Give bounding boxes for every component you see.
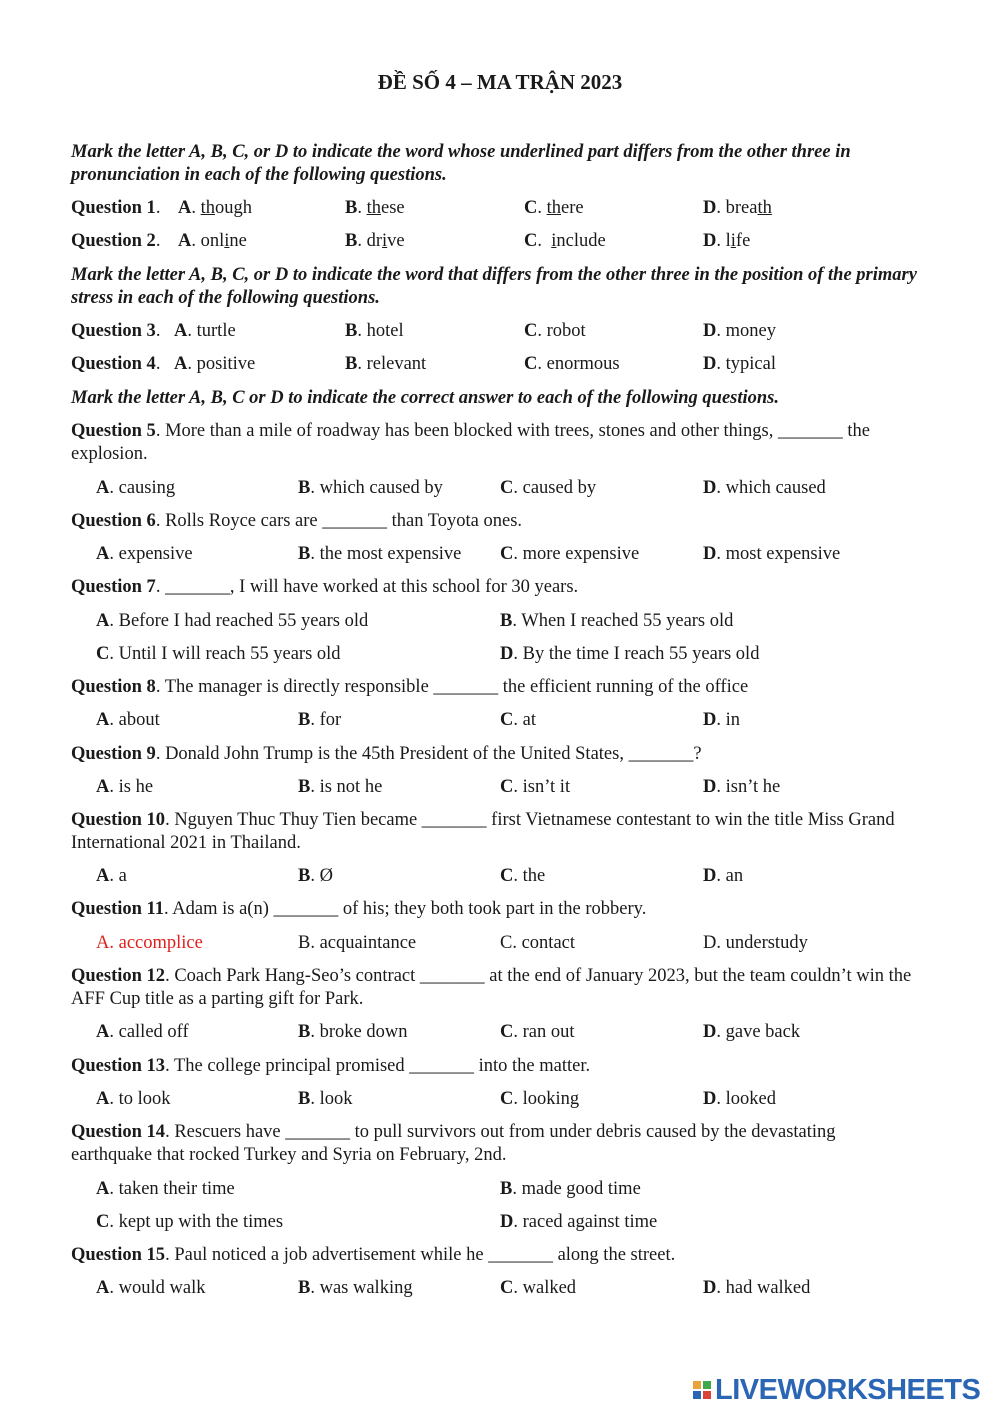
q12-option-b[interactable]: B. broke down <box>298 1022 408 1042</box>
q7-option-d[interactable]: D. By the time I reach 55 years old <box>500 644 760 664</box>
q14-option-d[interactable]: D. raced against time <box>500 1212 658 1232</box>
q1-option-b[interactable]: B. these <box>345 198 405 218</box>
q9-option-a[interactable]: A. is he <box>96 777 154 797</box>
instruction-stress: Mark the letter A, B, C, or D to indicate the word that differs from the other three in the position of the primary stress in each of the following questions. <box>71 265 917 308</box>
instruction-correct-answer: Mark the letter A, B, C or D to indicate the correct answer to each of the following questions. <box>71 388 779 408</box>
question-4: Question 4. <box>71 354 161 374</box>
q5-option-c[interactable]: C. caused by <box>500 478 597 498</box>
q10-option-a[interactable]: A. a <box>96 866 127 886</box>
q6-option-a[interactable]: A. expensive <box>96 544 193 564</box>
q11-option-d[interactable]: D. understudy <box>703 933 808 953</box>
q8-option-b[interactable]: B. for <box>298 710 342 730</box>
q3-option-d[interactable]: D. money <box>703 321 776 341</box>
q8-option-d[interactable]: D. in <box>703 710 741 730</box>
q5-option-b[interactable]: B. which caused by <box>298 478 443 498</box>
q9-option-b[interactable]: B. is not he <box>298 777 383 797</box>
q13-option-b[interactable]: B. look <box>298 1089 353 1109</box>
q7-option-a[interactable]: A. Before I had reached 55 years old <box>96 611 369 631</box>
q12-option-a[interactable]: A. called off <box>96 1022 189 1042</box>
q12-option-d[interactable]: D. gave back <box>703 1022 801 1042</box>
q4-option-c[interactable]: C. enormous <box>524 354 620 374</box>
q14-option-c[interactable]: C. kept up with the times <box>96 1212 284 1232</box>
question-label: Question 3 <box>71 321 156 341</box>
q13-option-c[interactable]: C. looking <box>500 1089 580 1109</box>
q11-option-b[interactable]: B. acquaintance <box>298 933 417 953</box>
question-11: Question 11. Adam is a(n) _______ of his; they both took part in the robbery. <box>71 899 647 919</box>
q7-option-c[interactable]: C. Until I will reach 55 years old <box>96 644 341 664</box>
question-label: Question 4 <box>71 354 156 374</box>
q10-option-c[interactable]: C. the <box>500 866 546 886</box>
q2-option-b[interactable]: B. drive <box>345 231 405 251</box>
q14-option-b[interactable]: B. made good time <box>500 1179 641 1199</box>
q9-option-d[interactable]: D. isn’t he <box>703 777 781 797</box>
q2-option-a[interactable]: A. online <box>178 231 247 251</box>
liveworksheets-logo-text: LIVEWORKSHEETS <box>715 1373 981 1406</box>
q11-option-a-correct[interactable]: A. accomplice <box>96 933 203 953</box>
q6-option-d[interactable]: D. most expensive <box>703 544 841 564</box>
q10-option-d[interactable]: D. an <box>703 866 744 886</box>
q9-option-c[interactable]: C. isn’t it <box>500 777 571 797</box>
question-13: Question 13. The college principal promised _______ into the matter. <box>71 1056 591 1076</box>
q5-option-a[interactable]: A. causing <box>96 478 176 498</box>
q4-option-b[interactable]: B. relevant <box>345 354 427 374</box>
q8-option-a[interactable]: A. about <box>96 710 160 730</box>
question-5: Question 5. More than a mile of roadway has been blocked with trees, stones and other things, _______ the explosion. <box>71 421 870 464</box>
q1-option-a[interactable]: A. though <box>178 198 253 218</box>
instruction-pronunciation: Mark the letter A, B, C, or D to indicate the word whose underlined part differs from the other three in pronunciation in each of the following questions. <box>71 142 851 185</box>
question-10: Question 10. Nguyen Thuc Thuy Tien became _______ first Vietnamese contestant to win the title Miss Grand International 2021 in Thailand. <box>71 810 895 853</box>
question-2: Question 2. <box>71 231 161 251</box>
q11-option-c[interactable]: C. contact <box>500 933 576 953</box>
q14-option-a[interactable]: A. taken their time <box>96 1179 235 1199</box>
q12-option-c[interactable]: C. ran out <box>500 1022 575 1042</box>
q7-option-b[interactable]: B. When I reached 55 years old <box>500 611 734 631</box>
question-14: Question 14. Rescuers have _______ to pull survivors out from under debris caused by the devastating earthquake that rocked Turkey and Syria on February, 2nd. <box>71 1122 836 1165</box>
q3-option-a[interactable]: A. turtle <box>174 321 236 341</box>
q6-option-c[interactable]: C. more expensive <box>500 544 640 564</box>
q15-option-d[interactable]: D. had walked <box>703 1278 811 1298</box>
question-15: Question 15. Paul noticed a job advertisement while he _______ along the street. <box>71 1245 676 1265</box>
q10-option-b[interactable]: B. Ø <box>298 866 333 886</box>
q4-option-a[interactable]: A. positive <box>174 354 256 374</box>
question-7: Question 7. _______, I will have worked at this school for 30 years. <box>71 577 579 597</box>
question-1: Question 1. <box>71 198 161 218</box>
question-6: Question 6. Rolls Royce cars are _______ than Toyota ones. <box>71 511 523 531</box>
q13-option-d[interactable]: D. looked <box>703 1089 776 1109</box>
question-9: Question 9. Donald John Trump is the 45th President of the United States, _______? <box>71 744 702 764</box>
q13-option-a[interactable]: A. to look <box>96 1089 171 1109</box>
q3-option-c[interactable]: C. robot <box>524 321 586 341</box>
question-3: Question 3. <box>71 321 161 341</box>
q8-option-c[interactable]: C. at <box>500 710 536 730</box>
q15-option-c[interactable]: C. walked <box>500 1278 577 1298</box>
q2-option-d[interactable]: D. life <box>703 231 751 251</box>
question-8: Question 8. The manager is directly responsible _______ the efficient running of the office <box>71 677 749 697</box>
question-label: Question 2 <box>71 231 156 251</box>
question-label: Question 1 <box>71 198 156 218</box>
liveworksheets-logo-icon <box>693 1381 711 1399</box>
q6-option-b[interactable]: B. the most expensive <box>298 544 462 564</box>
liveworksheets-logo[interactable] <box>693 1375 980 1405</box>
q5-option-d[interactable]: D. which caused <box>703 478 826 498</box>
q3-option-b[interactable]: B. hotel <box>345 321 404 341</box>
q4-option-d[interactable]: D. typical <box>703 354 776 374</box>
page-title: ĐỀ SỐ 4 – MA TRẬN 2023 <box>377 70 623 94</box>
q1-option-d[interactable]: D. breath <box>703 198 772 218</box>
q1-option-c[interactable]: C. there <box>524 198 584 218</box>
q15-option-b[interactable]: B. was walking <box>298 1278 413 1298</box>
q2-option-c[interactable]: C. include <box>524 231 606 251</box>
question-12: Question 12. Coach Park Hang-Seo’s contract _______ at the end of January 2023, but the team couldn’t win the AFF Cup title as a parting gift for Park. <box>71 966 912 1009</box>
q15-option-a[interactable]: A. would walk <box>96 1278 206 1298</box>
